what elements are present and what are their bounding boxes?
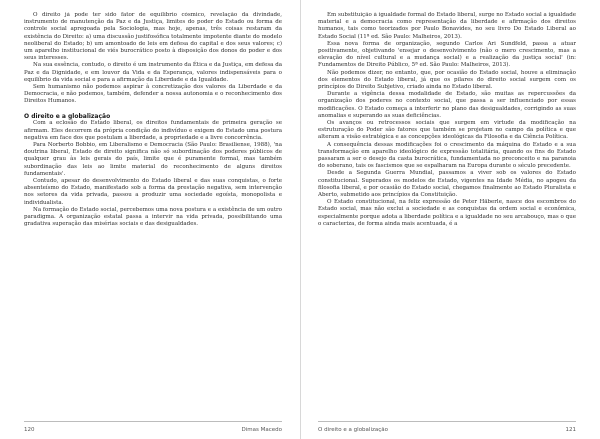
left-page [24, 12, 282, 408]
right-paragraph-7: Desde a Segunda Guerra Mundial, passamos a viver sob os valores do Estado constitucional. Superados os modelos de Estado, vigentes na Idade Média, no apogeu da filosofia liberal, e por ocasião do Estado social, chegamos finalmente ao Estado Pluralista e Aberto, submetido aos princípios da Constituição. [318, 170, 576, 199]
section-paragraph-1: Com a eclosão do Estado liberal, os direitos fundamentais de primeira geração se afirmam. Eles decorrem da própria condição do indivíduo e exigem do Estado uma postura negativa em face dos que postulam a liberdade, a propriedade e a livre concorrência. [24, 120, 282, 141]
left-page-number: 120 [24, 427, 35, 433]
right-running-title: O direito e a globalização [318, 427, 388, 433]
left-running-author: Dimas Macedo [241, 427, 282, 433]
right-paragraph-3: Não podemos dizer, no entanto, que, por ocasião do Estado social, houve a eliminação dos elementos do Estado liberal, já que os pilares do direito social surgem com os princípios do Direito Subjetivo, criado ainda no Estado liberal. [318, 69, 576, 91]
left-paragraph-1: O direito já pode ter sido fator de equilíbrio cósmico, revelação da divindade, instrumento de manutenção da Paz e da Justiça, limites do poder do Estado ou forma de controle social apregoada pela Sociologia, mas hoje, apenas, três coisas restaram da existência do Direito: a) uma discussão justifosófica totalmente impotente diante do modelo neoliberal do Estado; b) um amontoado de leis em defesa do capital e dos seus valores; c) um aparelho institucional de viés burocrático posto à disposição dos donos do poder e dos seus interesses. [24, 12, 282, 62]
right-paragraph-5: Os avanços ou retrocessos sociais que surgem em virtude da modificação na estruturação do Poder são fatores que também se projetam no campo da política e que alteram a visão estratégica e as concepções ideológicas da Filosofia e da Ciência Política. [318, 120, 576, 141]
left-paragraph-2: Na sua essência, contudo, o direito é um instrumento da Ética e da Justiça, em defesa da Paz e da Dignidade, e em louvor da Vida e da Esperança, valores indispensáveis para o equilíbrio da vida social e para a afirmação da Liberdade e da Igualdade. [24, 62, 282, 83]
page-gutter [300, 0, 301, 439]
left-paragraph-3: Sem humanismo não podemos aspirar à concretização dos valores da Liberdade e da Democracia, e não podemos, também, defender a nossa autonomia e o reconhecimento dos Direitos Humanos. [24, 84, 282, 105]
left-footer-rule [24, 421, 282, 422]
right-footer-rule [318, 421, 576, 422]
section-paragraph-3: Contudo, apesar do desenvolvimento do Estado liberal e das suas conquistas, o forte absenteísmo do Estado, manifestado sob a forma da prestação negativa, sem intervenção nos setores da vida privada, passou a produzir uma sociedade egoísta, monopolista e individualista. [24, 178, 282, 206]
right-paragraph-6: A consequência dessas modificações foi o crescimento da máquina do Estado e a sua transformação em aparelho ideológico de expressão totalitária, quando os fins do Estado passaram a ser o desejo da casta burocrática, fundamentada no preconceito e na paranoia do soberano, tais os fascismos que se espalharam na Europa durante o século precedente. [318, 141, 576, 170]
right-paragraph-2: Essa nova forma de organização, segundo Carlos Ari Sundfeld, passa a atuar positivamente, objetivando 'ensejar o desenvolvimento (não o mero crescimento, mas a elevação do nível cultural e a mudança social) e a realização da justiça social' (in: Fundamentos de Direito Público, 5ª ed. São Paulo: Malheiros, 2013). [318, 40, 576, 69]
right-paragraph-1: Em substituição à igualdade formal do Estado liberal, surge no Estado social a igualdade material e a democracia como representação da liberdade e afirmação dos direitos humanos, tais como teorizados por Paulo Bonavides, no seu livro Do Estado Liberal ao Estado Social (11ª ed. São Paulo: Malheiros, 2013). [318, 12, 576, 40]
section-paragraph-4: Na formação do Estado social, percebemos uma nova postura e a existência de um outro paradigma. A organização estatal passa a intervir na vida privada, possibilitando uma gradativa superação das misérias sociais e das desigualdades. [24, 206, 282, 228]
section-heading: O direito e a globalização [24, 112, 111, 120]
right-paragraph-8: O Estado constitucional, na feliz expressão de Peter Häberle, nasce dos escombros do Estado social, mas não exclui a sociedade e as conquistas da ordem social e econômica, especialmente porque adota a liberdade política e a igualdade no seu arcabouço, mas o que o caracteriza, de forma ainda mais acentuada, é a [318, 199, 576, 227]
section-paragraph-2: Para Norberto Bobbio, em Liberalismo e Democracia (São Paulo: Brasiliense, 1988), 'na doutrina liberal, Estado de direito significa não só subordinação dos poderes públicos de qualquer grau às leis gerais do país, limite que é puramente formal, mas também subordinação das leis ao limite material do reconhecimento de alguns direitos fundamentais'. [24, 142, 282, 177]
right-page-number: 121 [565, 427, 576, 433]
right-page [318, 12, 576, 408]
right-paragraph-4: Durante a vigência dessa modalidade de Estado, são muitas as repercussões da organização dos poderes no contexto social, que passa a ser influenciado por essas modificações. O Estado começa a interferir no plano das desigualdades, corrigindo as suas anomalias e superando as suas deficiências. [318, 91, 576, 119]
